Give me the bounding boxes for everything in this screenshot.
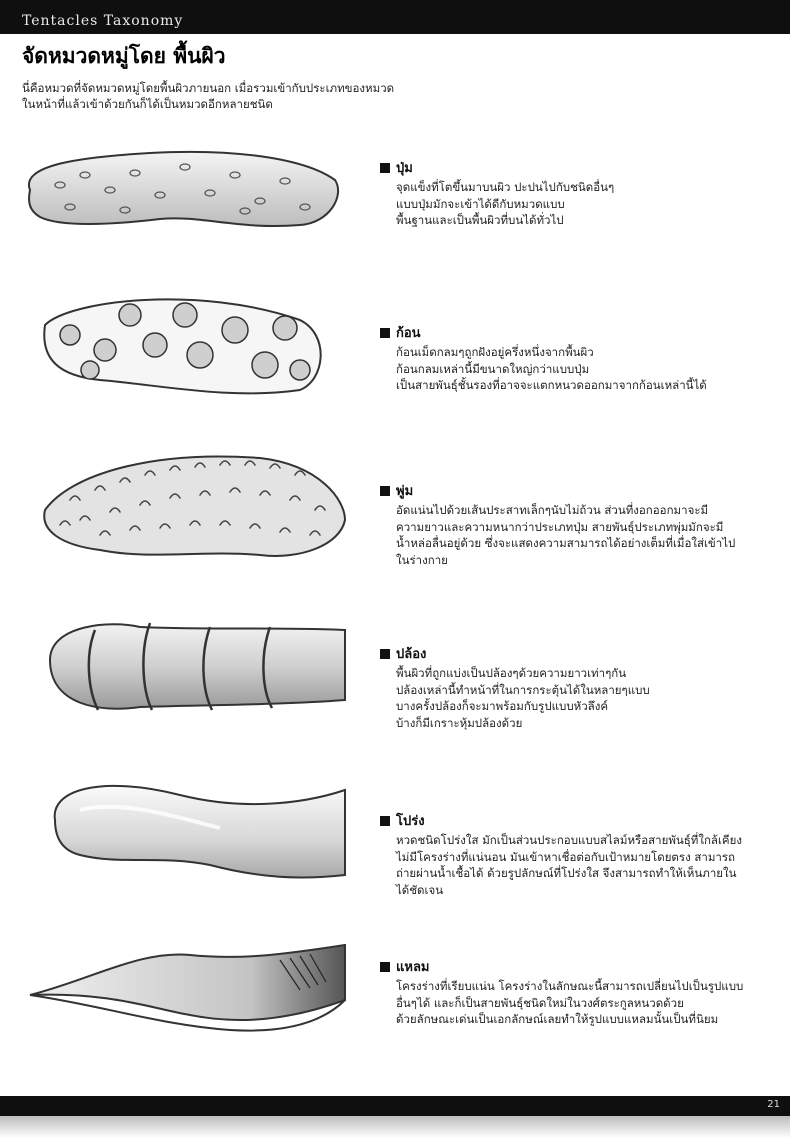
lumpy-tentacle-illustration xyxy=(0,280,360,410)
bullet-square-icon xyxy=(380,649,390,659)
intro-text xyxy=(22,80,762,112)
section-description: ก้อนเม็ดกลมๆถูกฝังอยู่ครึ่งหนึ่งจากพื้นผิว ก้อนกลมเหล่านี้มีขนาดใหญ่กว่าแบบปุ่ม เป็นสายพันธุ์ชั้นรองที่อาจจะแตกหนวดออกมาจากก้อนเหล่านี้ได้ xyxy=(396,345,707,392)
section-translucent xyxy=(0,760,790,897)
intro-line: นี่คือหมวดที่จัดหมวดหมู่โดยพื้นผิวภายนอก เมื่อรวมเข้ากับประเภทของหมวด xyxy=(22,81,395,95)
section-description: จุดแข็งที่โตขึ้นมาบนผิว ปะปนไปกับชนิดอื่นๆ แบบปุ่มมักจะเข้าได้ดีกับหมวดแบบ พื้นฐานและเป็นพื้นผิวที่บนได้ทั่วไป xyxy=(396,180,615,227)
section-title: พู่ม xyxy=(380,480,735,501)
section-title: โปร่ง xyxy=(380,810,742,831)
bullet-square-icon xyxy=(380,328,390,338)
section-title: แหลม xyxy=(380,956,743,977)
segmented-tentacle-illustration xyxy=(0,605,360,735)
bullet-square-icon xyxy=(380,486,390,496)
section-bumps xyxy=(0,135,790,245)
bullet-square-icon xyxy=(380,962,390,972)
section-description: หวดชนิดโปร่งใส มักเป็นส่วนประกอบแบบสไลม์หรือสายพันธุ์ที่ใกล้เคียง ไม่มีโครงร่างที่แน่นอน มันเข้าหาเชื่อต่อกับเป้าหมายโดยตรง สามารถ ถ่ายผ่านน้ำเชื้อได้ ด้วยรูปลักษณ์ที่โปร่งใส จึงสามารถทำให้เห็นภายใน ได้ชัดเจน xyxy=(396,833,742,897)
section-segments xyxy=(0,605,790,735)
page-number: 21 xyxy=(767,1099,780,1110)
section-description: โครงร่างที่เรียบแน่น โครงร่างในลักษณะนี้สามารถเปลี่ยนไปเป็นรูปแบบ อื่นๆได้ และก็เป็นสายพันธุ์ชนิดใหม่ในวงศ์ตระกูลหนวดด้วย ด้วยลักษณะเด่นเป็นเอกลักษณ์เลยทำให้รูปแบบแหลมนั้นเป็นที่นิยม xyxy=(396,979,744,1026)
header-title: Tentacles Taxonomy xyxy=(22,13,184,29)
section-description: อัดแน่นไปด้วยเส้นประสาทเล็กๆนับไม่ถ้วน ส่วนที่งอกออกมาจะมี ความยาวและความหนากว่าประเภทปุ่ม สายพันธุ์ประเภทพุ่มมักจะมี น้ำหล่อลื่นอยู่ด้วย ซึ่งจะแสดงความสามารถได้อย่างเต็มที่เมื่อใส่เข้าไป ในร่างกาย xyxy=(396,503,736,567)
section-tufts xyxy=(0,440,790,580)
tufted-tentacle-illustration xyxy=(0,440,360,580)
section-title: ปล้อง xyxy=(380,643,650,664)
bullet-square-icon xyxy=(380,163,390,173)
section-sharp xyxy=(0,930,790,1055)
sharp-tentacle-illustration xyxy=(0,930,360,1055)
header-bar xyxy=(0,0,790,34)
page-heading: จัดหมวดหมู่โดย พื้นผิว xyxy=(22,44,226,68)
section-title: ก้อน xyxy=(380,322,707,343)
section-title: ปุ่ม xyxy=(380,157,614,178)
bullet-square-icon xyxy=(380,816,390,826)
bumpy-tentacle-illustration xyxy=(0,135,360,245)
intro-line: ในหน้าที่แล้วเข้าด้วยกันก็ได้เป็นหมวดอีกหลายชนิด xyxy=(22,97,273,111)
section-description: พื้นผิวที่ถูกแบ่งเป็นปล้องๆด้วยความยาวเท่าๆกัน ปล้องเหล่านี้ทำหน้าที่ในการกระตุ้นได้ในหลายๆแบบ บางครั้งปล้องก็จะมาพร้อมกับรูปแบบหัวลึงค์ บ้างก็มีเกราะหุ้มปล้องด้วย xyxy=(396,666,650,730)
footer-bar xyxy=(0,1096,790,1116)
translucent-tentacle-illustration xyxy=(0,760,360,890)
footer-shadow xyxy=(0,1116,790,1138)
section-lumps xyxy=(0,280,790,410)
